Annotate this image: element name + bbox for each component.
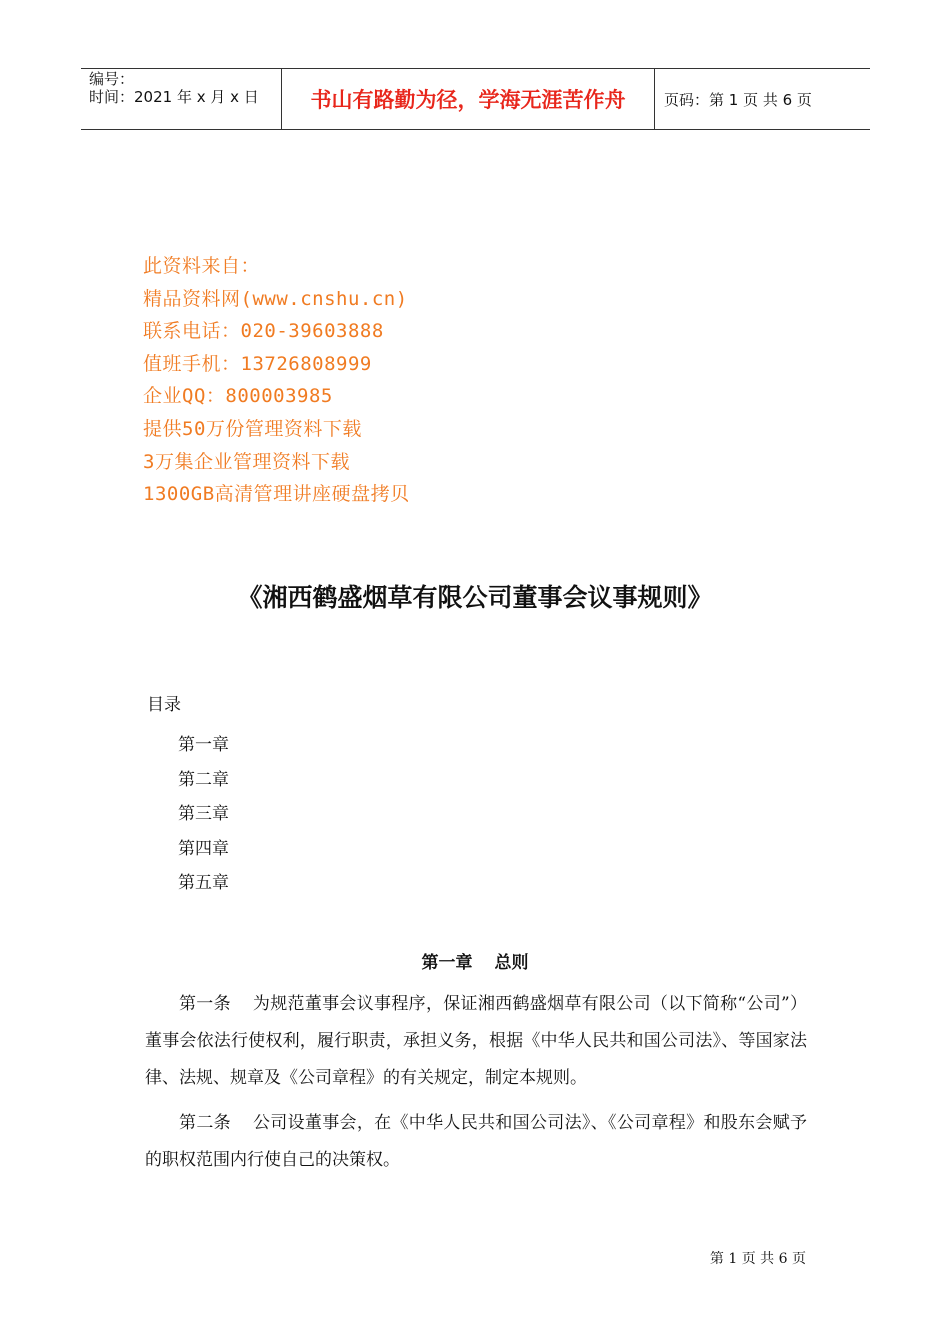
number-label: 编号： xyxy=(89,70,135,88)
header-page-info: 页码：第 1 页 共 6 页 xyxy=(664,90,812,109)
chapter-name: 总则 xyxy=(494,953,529,973)
source-website: 精品资料网(www.cnshu.cn) xyxy=(143,287,408,310)
article-text: 公司设董事会，在《中华人民共和国公司法》、《公司章程》和股东会赋予的职权范围内行使自己的决策权。 xyxy=(145,1113,808,1170)
source-qq: 企业QQ：800003985 xyxy=(143,385,333,408)
header-motto: 书山有路勤为径，学海无涯苦作舟 xyxy=(310,87,626,112)
document-title: 《湘西鹤盛烟草有限公司董事会议事规则》 xyxy=(237,583,713,612)
toc-item: 第三章 xyxy=(178,804,229,825)
article-number: 第一条 xyxy=(179,994,231,1014)
page-footer: 第 1 页 共 6 页 xyxy=(709,1251,806,1267)
toc-item: 第二章 xyxy=(178,769,229,790)
article xyxy=(145,1105,807,1179)
source-mobile: 值班手机：13726808999 xyxy=(143,352,372,375)
source-line: 3万集企业管理资料下载 xyxy=(143,450,350,473)
table-of-contents xyxy=(178,733,229,906)
source-info xyxy=(143,250,410,511)
toc-item: 第五章 xyxy=(178,873,229,894)
document-body xyxy=(145,986,807,1187)
header-table xyxy=(81,68,870,130)
article-text: 为规范董事会议事程序，保证湘西鹤盛烟草有限公司（以下简称“公司”）董事会依法行使权利，履行职责，承担义务，根据《中华人民共和国公司法》、等国家法律、法规、规章及《公司章程》的有关规定，制定本规则。 xyxy=(145,994,808,1088)
source-line: 提供50万份管理资料下载 xyxy=(143,417,362,440)
article xyxy=(145,986,807,1097)
header-divider xyxy=(654,69,655,129)
source-phone: 联系电话：020-39603888 xyxy=(143,320,384,343)
chapter-number: 第一章 xyxy=(421,953,473,973)
chapter-heading xyxy=(0,948,950,973)
toc-item: 第四章 xyxy=(178,838,229,859)
source-line: 此资料来自： xyxy=(143,255,261,277)
time-label: 时间：2021 年 x 月 x 日 xyxy=(89,88,259,106)
toc-item: 第一章 xyxy=(178,735,229,755)
toc-heading: 目录 xyxy=(147,695,181,715)
source-line: 1300GB高清管理讲座硬盘拷贝 xyxy=(143,483,410,506)
header-meta-cell xyxy=(81,69,281,129)
article-number: 第二条 xyxy=(179,1113,231,1133)
